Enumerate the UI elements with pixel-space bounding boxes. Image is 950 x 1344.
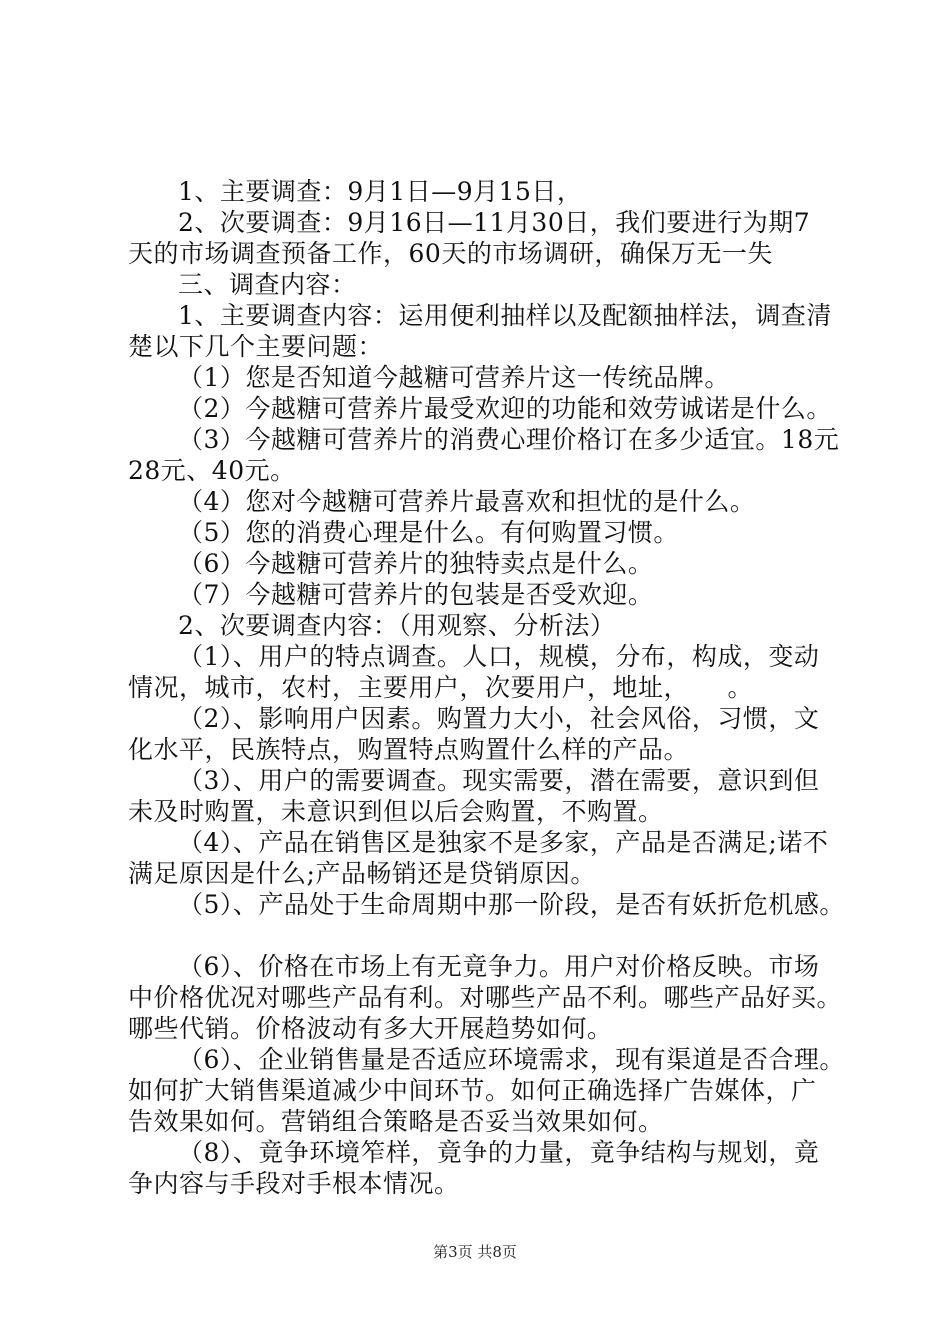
text-line: 中价格优况对哪些产品有利。对哪些产品不利。哪些产品好买。 [128,983,843,1012]
text-line: 天的市场调查预备工作，60天的市场调研，确保万无一失 [128,239,773,268]
list-item: （5）、产品处于生命周期中那一阶段，是否有妖折危机感。 [178,890,845,919]
list-item: （8）、竟争环境笮样，竟争的力量，竟争结构与规划，竟 [178,1138,820,1167]
text-line: 2、次要调查内容：（用观察、分析法） [178,611,616,640]
text-line: 楚以下几个主要问题： [128,332,384,361]
section-heading: 三、调查内容： [178,270,357,299]
page-number: 第3页 共8页 [433,1243,517,1261]
list-item: （2）、影响用户因素。购置力大小，社会风俗，习惯，文 [178,704,820,733]
list-item: （5）您的消费心理是什么。有何购置习惯。 [178,518,679,547]
text-line: 化水平，民族特点，购置特点购置什么样的产品。 [128,735,690,764]
list-item: （4）您对今越糖可营养片最喜欢和担忧的是什么。 [178,487,756,516]
list-item: （3）今越糖可营养片的消费心理价格订在多少适宜。18元 [178,425,840,454]
text-line: 争内容与手段对手根本情况。 [128,1169,460,1198]
text-line: 1、主要调查内容：运用便利抽样以及配额抽样法，调查清 [178,301,832,330]
list-item: （1）、用户的特点调查。人口，规模，分布，构成，变动 [178,642,820,671]
text-line: 哪些代销。价格波动有多大开展趋势如何。 [128,1014,613,1043]
list-item: （6）今越糖可营养片的独特卖点是什么。 [178,549,654,578]
text-line: 情况，城市，农村，主要用户，次要用户，地址， 。 [128,673,754,702]
list-item: （6）、企业销售量是否适应环境需求，现有渠道是否合理。 [178,1045,845,1074]
text-line: 告效果如何。营销组合策略是否妥当效果如何。 [128,1107,664,1136]
list-item: （7）今越糖可营养片的包装是否受欢迎。 [178,580,654,609]
text-line: 1、主要调查：9月1日—9月15日， [178,177,583,206]
list-item: （1）您是否知道今越糖可营养片这一传统品牌。 [178,363,730,392]
text-line: 2、次要调查：9月16日—11月30日，我们要进行为期7 [178,208,811,237]
list-item: （3）、用户的需要调查。现实需要，潜在需要，意识到但 [178,766,820,795]
text-line: 未及时购置，未意识到但以后会购置，不购置。 [128,797,664,826]
list-item: （6）、价格在市场上有无竟争力。用户对价格反映。市场 [178,952,820,981]
list-item: （4）、产品在销售区是独家不是多家，产品是否满足;诺不 [178,828,829,857]
list-item: （2）今越糖可营养片最受欢迎的功能和效劳诚诺是什么。 [178,394,832,423]
text-line: 28元、40元。 [128,456,296,485]
text-line: 如何扩大销售渠道减少中间环节。如何正确选择广告媒体，广 [128,1076,817,1105]
text-line: 满足原因是什么;产品畅销还是贷销原因。 [128,859,596,888]
